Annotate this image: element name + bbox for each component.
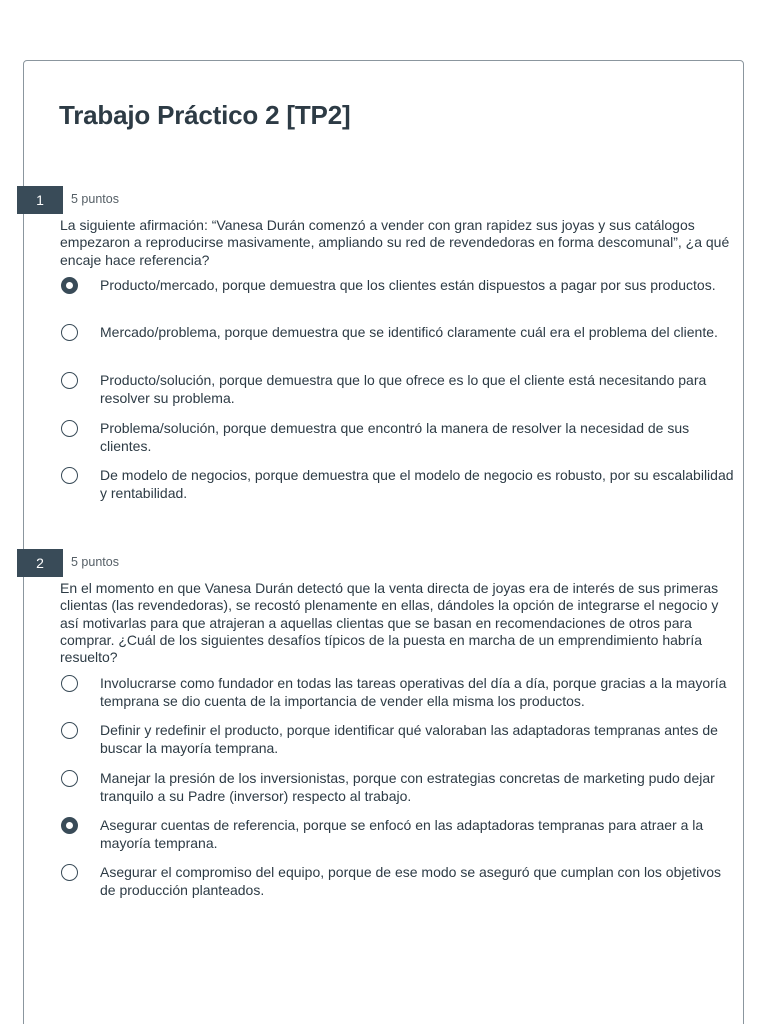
question-number: 2 [17,549,63,577]
answer-option-label: Asegurar el compromiso del equipo, porque de ese modo se aseguró que cumplan con los objetivos de producción planteados. [100,864,722,898]
radio-button[interactable] [61,467,78,484]
radio-button[interactable] [61,324,78,341]
radio-button[interactable] [61,372,78,389]
answer-option-label: Manejar la presión de los inversionistas, porque con estrategias concretas de marketing pudo dejar tranquilo a su Padre (inversor) respecto al trabajo. [100,770,715,804]
question-text: En el momento en que Vanesa Durán detectó que la venta directa de joyas era de interés de sus primeras clientas (las revendedoras), se recostó plenamente en ellas, dándoles la opción de integrarse el negocio y así motivarlas para que atrajeran a aquellas clientas que se basan en recomendaciones de otros para comprar. ¿Cuál de los siguientes desafíos típicos de la puesta en marcha de un emprendimiento habría resuelto? [60,580,719,666]
answer-option-label: Involucrarse como fundador en todas las tareas operativas del día a día, porque gracias a la mayoría temprana se dio cuenta de la importancia de vender ella misma los productos. [100,675,727,709]
answer-option-label: Producto/solución, porque demuestra que lo que ofrece es lo que el cliente está necesitando para resolver su problema. [100,372,707,406]
question-points: 5 puntos [71,192,119,206]
answer-option-label: De modelo de negocios, porque demuestra que el modelo de negocio es robusto, por su escalabilidad y rentabilidad. [100,467,734,501]
page-title: Trabajo Práctico 2 [TP2] [59,100,351,130]
radio-button[interactable] [61,864,78,881]
radio-button[interactable] [61,817,78,834]
question-number: 1 [17,186,63,214]
answer-option-label: Asegurar cuentas de referencia, porque se enfocó en las adaptadoras tempranas para atraer a la mayoría temprana. [100,817,704,851]
radio-button[interactable] [61,420,78,437]
question-points: 5 puntos [71,555,119,569]
question-text: La siguiente afirmación: “Vanesa Durán comenzó a vender con gran rapidez sus joyas y sus catálogos empezaron a reproducirse masivamente, ampliando su red de revendedoras en forma descomunal”, ¿a qué encaje hace referencia? [60,217,730,268]
answer-option-label: Problema/solución, porque demuestra que encontró la manera de resolver la necesidad de sus clientes. [100,420,690,454]
answer-option-label: Mercado/problema, porque demuestra que se identificó claramente cuál era el problema del cliente. [100,324,718,340]
answer-option-label: Definir y redefinir el producto, porque identificar qué valoraban las adaptadoras tempranas antes de buscar la mayoría temprana. [100,722,718,756]
radio-button[interactable] [61,770,78,787]
radio-button[interactable] [61,277,78,294]
radio-button[interactable] [61,722,78,739]
answer-option-label: Producto/mercado, porque demuestra que los clientes están dispuestos a pagar por sus productos. [100,277,716,293]
radio-button[interactable] [61,675,78,692]
